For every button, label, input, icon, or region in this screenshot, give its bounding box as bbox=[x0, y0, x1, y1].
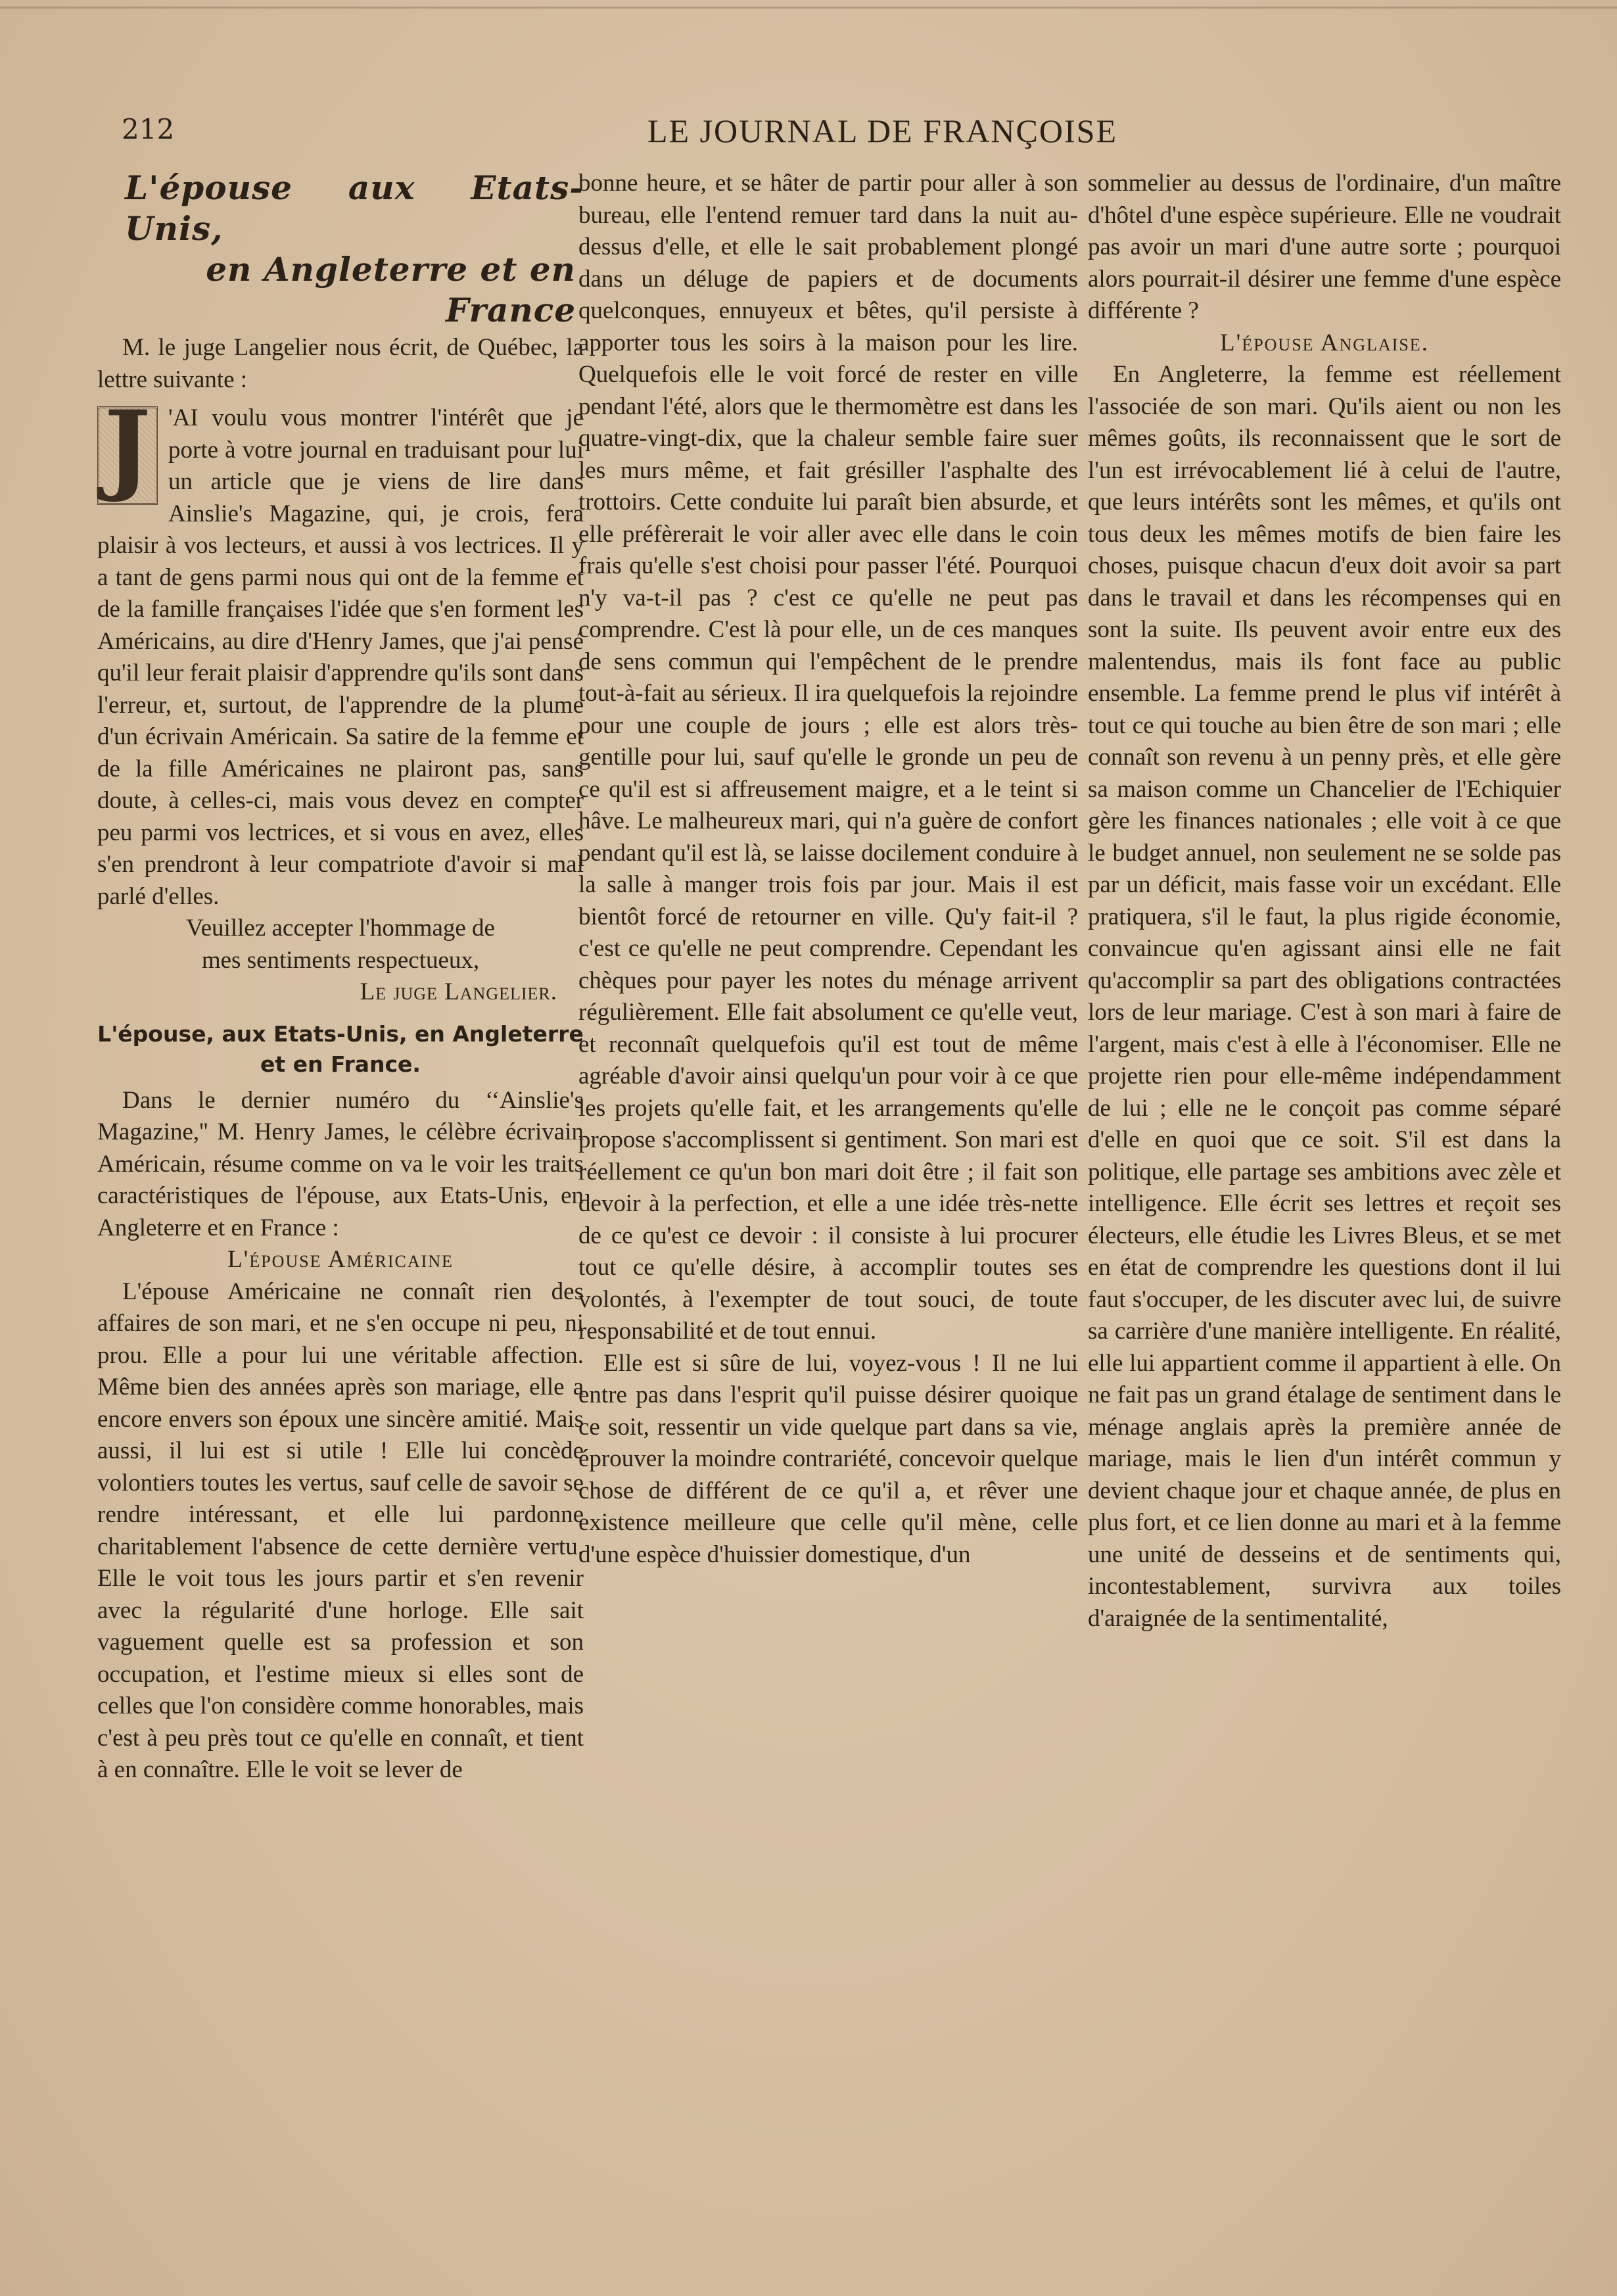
article-title-line-1: L'épouse aux Etats-Unis, bbox=[125, 168, 584, 248]
drop-cap-initial: J bbox=[97, 406, 158, 505]
article-title-line-2: en Angleterre et en France bbox=[206, 250, 576, 329]
column-1 bbox=[97, 168, 584, 1786]
column-2-paragraph-2: Elle est si sûre de lui, voyez-vous ! Il ne lui entre pas dans l'esprit qu'il puisse désirer quoique ce soit, ressentir un vide quelque part dans sa vie, éprouver la moindre contrariété, concevoir quelque chose de différent de ce qu'il a, et rêver une existence meilleure que celle qu'il mène, celle d'une espèce d'huissier domestique, d'un bbox=[578, 1349, 1078, 1568]
column-3-paragraph-1: sommelier au dessus de l'ordinaire, d'un maître d'hôtel d'une espèce supérieure. Elle ne voudrait pas avoir un mari d'une autre sorte ; pourquoi alors pourrait-il désirer une femme d'une espèce différente ? bbox=[1088, 170, 1561, 324]
intro-paragraph: M. le juge Langelier nous écrit, de Québec, la lettre suivante : bbox=[97, 334, 584, 393]
column-2-paragraph-1: bonne heure, et se hâter de partir pour aller à son bureau, elle l'entend remuer tard dans la nuit au-dessus d'elle, et elle le sait probablement plongé dans un déluge de papiers et de documents quelconques, ennuyeux et bêtes, qu'il persiste à apporter tous les soirs à la maison pour les lire. Quelquefois elle le voit forcé de rester en ville pendant l'été, alors que le thermomètre est dans les quatre-vingt-dix, que la chaleur semble faire suer les murs même, et fait grésiller l'asphalte des trottoirs. Cette conduite lui paraît bien absurde, et elle préfèrerait le voir aller avec elle dans le coin frais qu'elle s'est choisi pour passer l'été. Pourquoi n'y va-t-il pas ? c'est ce qu'elle ne peut pas comprendre. C'est là pour elle, un de ces manques de sens commun qui l'empêchent de le prendre tout-à-fait au sérieux. Il ira quelquefois la rejoindre pour une couple de jours ; elle est alors très-gentille pour lui, sauf qu'elle le gronde un peu de ce qu'il est si affreusement maigre, et a le teint si hâve. Le malheureux mari, qui n'a guère de confort pendant qu'il est là, se laisse docilement conduire à la salle à manger trois fois par jour. Mais il est bientôt forcé de retourner en ville. Qu'y fait-il ? c'est ce qu'elle ne peut comprendre. Cependant les chèques pour payer les notes du ménage arrivent régulièrement. Elle fait absolument ce qu'elle veut, et reconnaît quelquefois qu'il est tout de même agréable d'avoir ainsi quelqu'un pour voir à ce que les projets qu'elle fait, et les arrangements qu'elle propose s'accomplissent si gentiment. Son mari est réellement ce qu'un bon mari doit être ; il fait son devoir à la perfection, et elle a une idée très-nette de ce qu'est ce devoir : il consiste à lui procurer tout ce qu'elle désire, à accomplir toutes ses volontés, à l'exempter de tout souci, de toute responsabilité et de tout ennui. bbox=[578, 170, 1078, 1345]
top-edge-rule bbox=[0, 7, 1617, 9]
signature: Le juge Langelier. bbox=[360, 978, 557, 1005]
paragraph-americaine: L'épouse Américaine ne connaît rien des affaires de son mari, et ne s'en occupe ni peu, ni prou. Elle a pour lui une véritable affection. Même bien des années après son mariage, elle a encore envers son époux une sincère amitié. Mais aussi, il lui est si utile ! Elle lui concède volontiers toutes les vertus, sauf celle de savoir se rendre intéressant, et elle lui pardonne charitablement l'absence de cette dernière vertu. Elle le voit tous les jours partir et s'en revenir avec la régularité d'une horloge. Elle sait vaguement quelle est sa profession et son occupation, et l'estime mieux si elles sont de celles que l'on considère comme honorables, mais c'est à peu près tout ce qu'elle en connaît, et tient à en connaître. Elle le voit se lever de bbox=[97, 1278, 584, 1783]
letter-paragraph: 'AI voulu vous montrer l'intérêt que je porte à votre journal en traduisant pour lui un article que je viens de lire dans Ainslie's Magazine, qui, je crois, fera plaisir à vos lecteurs, et aussi à vos lectrices. Il y a tant de gens parmi nous qui ont de la femme et de la famille françaises l'idée que s'en forment les Américains, au dire d'Henry James, que j'ai pensé qu'il leur ferait plaisir d'apprendre qu'ils sont dans l'erreur, et, surtout, de l'apprendre de la plume d'un écrivain Américain. Sa satire de la femme et de la fille Américaines ne plairont pas, sans doute, à celles-ci, mais vous devez en compter peu parmi vos lectrices, et si vous en avez, elles s'en prendront à leur compatriote d'avoir si mal parlé d'elles. bbox=[97, 404, 584, 910]
page-header bbox=[122, 112, 1147, 158]
column-2 bbox=[578, 168, 1078, 1571]
section-subtitle: L'épouse, aux Etats-Unis, en Angleterre et en France. bbox=[97, 1020, 584, 1077]
column-3 bbox=[1088, 168, 1561, 1635]
column-3-paragraph-2: En Angleterre, la femme est réellement l'associée de son mari. Qu'ils aient ou non les mêmes goûts, ils reconnaissent que le sort de l'un est irrévocablement lié à celui de l'autre, que leurs intérêts sont les mêmes, et qu'ils ont tous deux les mêmes motifs de bien faire les choses, puisque chacun d'eux doit avoir sa part dans le travail et dans les récompenses qui en sont la suite. Ils peuvent avoir entre eux des malentendus, mais ils font face au public ensemble. La femme prend le plus vif intérêt à tout ce qui touche au bien être de son mari ; elle connaît son revenu à un penny près, et elle gère sa maison comme un Chancelier de l'Echiquier gère les finances nationales ; elle voit à ce que le budget annuel, non seulement ne se solde pas par un déficit, mais fasse voir un excédant. Elle pratiquera, s'il le faut, la plus rigide économie, convaincue qu'en agissant ainsi elle ne fait qu'accomplir sa part des obligations contractées lors de leur mariage. C'est à son mari à faire de l'argent, mais c'est à elle à l'économiser. Elle ne projette rien pour elle-même indépendamment de lui ; elle ne le conçoit pas comme séparé d'elle en quoi que ce soit. S'il est dans la politique, elle partage ses ambitions avec zèle et intelligence. Elle écrit ses lettres et reçoit ses électeurs, elle étudie les Livres Bleus, et se met en état de comprendre les questions dont il lui faut s'occuper, de les discuter avec lui, de suivre sa carrière d'une manière intelligente. En réalité, elle lui appartient comme il appartient à elle. On ne fait pas un grand étalage de sentiment dans le ménage anglais après la première année de mariage, mais le lien d'un intérêt commun y devient chaque jour et chaque année, de plus en plus fort, et ce lien donne au mari et à la femme une unité de desseins et de sentiments qui, incontestablement, survivra aux toiles d'araignée de la sentimentalité, bbox=[1088, 361, 1561, 1632]
paragraph-dans: Dans le dernier numéro du ‘‘Ainslie's Magazine,'' M. Henry James, le célèbre écrivain Américain, résume comme on va le voir les traits caractéristiques de l'épouse, aux Etats-Unis, en Angleterre et en France : bbox=[97, 1086, 584, 1241]
running-head: LE JOURNAL DE FRANÇOISE bbox=[647, 112, 1117, 149]
section-heading-americaine: L'épouse Américaine bbox=[227, 1246, 454, 1273]
article-title bbox=[125, 168, 584, 331]
page-number: 212 bbox=[122, 113, 175, 145]
closing-line-1: Veuillez accepter l'hommage de bbox=[186, 915, 495, 942]
section-heading-anglaise: L'épouse Anglaise. bbox=[1220, 329, 1429, 356]
closing-line-2: mes sentiments respectueux, bbox=[201, 946, 480, 974]
letter-block bbox=[97, 389, 584, 913]
